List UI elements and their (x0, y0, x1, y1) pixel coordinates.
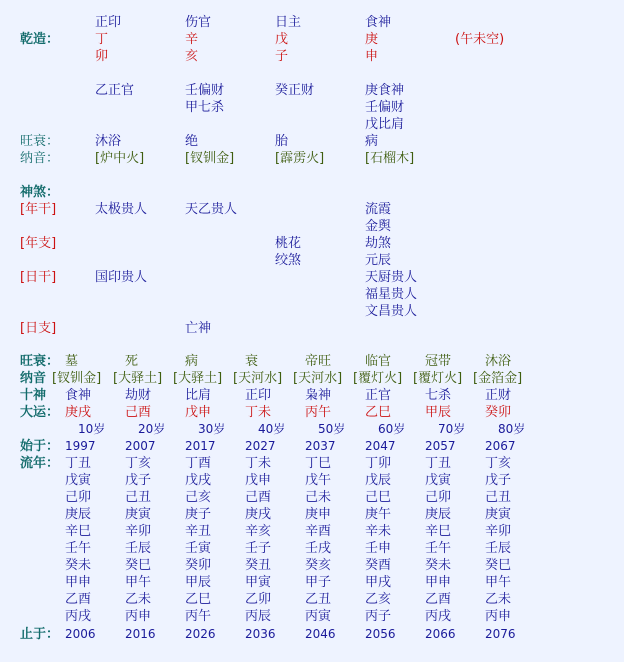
shensha-item: 金舆 (365, 219, 392, 234)
branch-day: 子 (275, 49, 289, 64)
wangshuai-day: 胎 (275, 134, 289, 149)
liunian-cell: 辛卯 (125, 524, 152, 539)
dayun-wangshuai-label: 旺衰： (20, 354, 60, 369)
dayun-nayin-cell: [大驿土] (113, 371, 163, 386)
dayun-nayin-cell: [大驿土] (173, 371, 223, 386)
shensha-row-label-3: [日支] (20, 321, 57, 336)
end-year-cell: 2046 (305, 627, 336, 641)
liunian-cell: 癸卯 (185, 558, 212, 573)
liunian-cell: 癸未 (425, 558, 452, 573)
liunian-label: 流年： (20, 456, 60, 471)
dayun-shishen-cell: 枭神 (305, 388, 332, 403)
liunian-cell: 壬午 (65, 541, 92, 556)
liunian-cell: 辛巳 (425, 524, 452, 539)
liunian-cell: 辛未 (365, 524, 392, 539)
dayun-pillar-cell: 己酉 (125, 405, 152, 420)
end-year-cell: 2066 (425, 627, 456, 641)
shensha-item: 桃花 (275, 236, 302, 251)
shensha-item: 太极贵人 (95, 202, 148, 217)
end-year-cell: 2056 (365, 627, 396, 641)
dayun-wangshuai-cell: 临官 (365, 354, 392, 369)
wangshuai-hour: 病 (365, 134, 379, 149)
liunian-cell: 甲午 (485, 575, 512, 590)
liunian-cell: 壬午 (425, 541, 452, 556)
start-year-cell: 2047 (365, 439, 396, 453)
liunian-cell: 丁卯 (365, 456, 392, 471)
end-year-cell: 2016 (125, 627, 156, 641)
dayun-shishen-cell: 正印 (245, 388, 272, 403)
stem-month: 辛 (185, 32, 199, 47)
dayun-shishen-cell: 劫财 (125, 388, 152, 403)
liunian-cell: 壬辰 (485, 541, 512, 556)
shensha-item: 流霞 (365, 202, 392, 217)
dayun-age-cell: 10岁 (78, 422, 106, 436)
god-day: 日主 (275, 15, 302, 30)
god-hour: 食神 (365, 15, 392, 30)
god-year: 正印 (95, 15, 122, 30)
liunian-cell: 庚午 (365, 507, 392, 522)
liunian-cell: 丁丑 (65, 456, 92, 471)
shensha-item: 天乙贵人 (185, 202, 238, 217)
liunian-cell: 戊辰 (365, 473, 392, 488)
dayun-pillar-cell: 甲辰 (425, 405, 452, 420)
dayun-shishen-cell: 食神 (65, 388, 92, 403)
nayin-day: [霹雳火] (275, 151, 325, 166)
shensha-item: 绞煞 (275, 253, 302, 268)
liunian-cell: 己未 (305, 490, 332, 505)
liunian-cell: 庚寅 (485, 507, 512, 522)
liunian-cell: 戊子 (485, 473, 512, 488)
liunian-cell: 己酉 (245, 490, 272, 505)
start-year-cell: 2007 (125, 439, 156, 453)
liunian-cell: 癸未 (65, 558, 92, 573)
nayin-month: [钗钏金] (185, 151, 235, 166)
dayun-pillar-cell: 庚戌 (65, 405, 92, 420)
hidden-month-2: 甲七杀 (185, 100, 225, 115)
liunian-cell: 戊午 (305, 473, 332, 488)
liunian-cell: 丙戌 (425, 609, 452, 624)
dayun-wangshuai-cell: 病 (185, 354, 199, 369)
hidden-hour-3: 戊比肩 (365, 117, 405, 132)
liunian-cell: 癸巳 (125, 558, 152, 573)
hidden-month-1: 壬偏财 (185, 83, 225, 98)
liunian-cell: 戊寅 (425, 473, 452, 488)
start-year-cell: 1997 (65, 439, 96, 453)
branch-hour: 申 (365, 49, 379, 64)
liunian-cell: 癸丑 (245, 558, 272, 573)
dayun-label: 大运： (20, 405, 60, 420)
start-year-cell: 2037 (305, 439, 336, 453)
dayun-age-cell: 50岁 (318, 422, 346, 436)
dayun-shishen-label: 十神 (20, 388, 47, 403)
liunian-cell: 壬子 (245, 541, 272, 556)
dayun-age-cell: 30岁 (198, 422, 226, 436)
dayun-pillar-cell: 丙午 (305, 405, 332, 420)
liunian-cell: 戊子 (125, 473, 152, 488)
dayun-age-cell: 20岁 (138, 422, 166, 436)
dayun-wangshuai-cell: 帝旺 (305, 354, 332, 369)
branch-year: 卯 (95, 49, 109, 64)
dayun-pillar-cell: 癸卯 (485, 405, 512, 420)
liunian-cell: 乙酉 (65, 592, 92, 607)
end-year-cell: 2026 (185, 627, 216, 641)
wangshuai-label: 旺衰： (20, 134, 60, 149)
liunian-cell: 己丑 (125, 490, 152, 505)
dayun-nayin-cell: [覆灯火] (413, 371, 463, 386)
liunian-cell: 丙寅 (305, 609, 332, 624)
liunian-cell: 乙未 (125, 592, 152, 607)
cutoff-row (0, 652, 624, 662)
liunian-cell: 丁未 (245, 456, 272, 471)
liunian-cell: 辛亥 (245, 524, 272, 539)
shensha-item: 劫煞 (365, 236, 392, 251)
dayun-wangshuai-cell: 死 (125, 354, 139, 369)
liunian-cell: 壬寅 (185, 541, 212, 556)
dayun-wangshuai-cell: 衰 (245, 354, 259, 369)
liunian-cell: 辛巳 (65, 524, 92, 539)
liunian-cell: 甲戌 (365, 575, 392, 590)
end-year-cell: 2076 (485, 627, 516, 641)
hidden-day-1: 癸正财 (275, 83, 315, 98)
dayun-age-cell: 60岁 (378, 422, 406, 436)
dayun-nayin-cell: [天河水] (233, 371, 283, 386)
shensha-label: 神煞： (20, 185, 60, 200)
liunian-cell: 丙戌 (65, 609, 92, 624)
liunian-cell: 甲寅 (245, 575, 272, 590)
shensha-item: 亡神 (185, 321, 212, 336)
liunian-cell: 戊戌 (185, 473, 212, 488)
shensha-item: 国印贵人 (95, 270, 148, 285)
liunian-cell: 己卯 (425, 490, 452, 505)
liunian-cell: 戊申 (245, 473, 272, 488)
dayun-pillar-cell: 丁未 (245, 405, 272, 420)
shensha-row-label-0: [年干] (20, 202, 57, 217)
shensha-item: 福星贵人 (365, 287, 418, 302)
liunian-cell: 庚子 (185, 507, 212, 522)
liunian-cell: 丙子 (365, 609, 392, 624)
liunian-cell: 丁亥 (125, 456, 152, 471)
dayun-nayin-cell: [金箔金] (473, 371, 523, 386)
liunian-cell: 甲申 (425, 575, 452, 590)
dayun-wangshuai-cell: 墓 (65, 354, 79, 369)
stem-hour: 庚 (365, 32, 379, 47)
liunian-cell: 壬戌 (305, 541, 332, 556)
shensha-item: 文昌贵人 (365, 304, 418, 319)
end-year-cell: 2006 (65, 627, 96, 641)
wangshuai-month: 绝 (185, 134, 199, 149)
liunian-cell: 丙午 (185, 609, 212, 624)
start-year-cell: 2067 (485, 439, 516, 453)
shensha-item: 天厨贵人 (365, 270, 418, 285)
liunian-cell: 己卯 (65, 490, 92, 505)
nayin-year: [炉中火] (95, 151, 145, 166)
liunian-cell: 乙丑 (305, 592, 332, 607)
liunian-cell: 己巳 (365, 490, 392, 505)
liunian-cell: 乙亥 (365, 592, 392, 607)
end-year-cell: 2036 (245, 627, 276, 641)
wangshuai-year: 沐浴 (95, 134, 122, 149)
liunian-cell: 乙卯 (245, 592, 272, 607)
liunian-cell: 乙未 (485, 592, 512, 607)
start-years-label: 始于： (20, 439, 60, 454)
stem-year: 丁 (95, 32, 109, 47)
hidden-year-1: 乙正官 (95, 83, 135, 98)
dayun-pillar-cell: 乙巳 (365, 405, 392, 420)
liunian-cell: 丁巳 (305, 456, 332, 471)
liunian-cell: 庚寅 (125, 507, 152, 522)
dayun-age-cell: 40岁 (258, 422, 286, 436)
liunian-cell: 壬辰 (125, 541, 152, 556)
liunian-cell: 戊寅 (65, 473, 92, 488)
liunian-cell: 甲辰 (185, 575, 212, 590)
liunian-cell: 庚辰 (425, 507, 452, 522)
liunian-cell: 甲申 (65, 575, 92, 590)
dayun-pillar-cell: 戊申 (185, 405, 212, 420)
liunian-cell: 己亥 (185, 490, 212, 505)
liunian-cell: 丙申 (485, 609, 512, 624)
nayin-label: 纳音： (20, 151, 60, 166)
end-years-label: 止于： (20, 627, 60, 642)
liunian-cell: 甲午 (125, 575, 152, 590)
liunian-cell: 己丑 (485, 490, 512, 505)
qianzao-label: 乾造： (20, 32, 60, 47)
start-year-cell: 2017 (185, 439, 216, 453)
dayun-age-cell: 80岁 (498, 422, 526, 436)
dayun-shishen-cell: 正财 (485, 388, 512, 403)
liunian-cell: 癸亥 (305, 558, 332, 573)
nayin-hour: [石榴木] (365, 151, 415, 166)
god-month: 伤官 (185, 15, 212, 30)
dayun-shishen-cell: 正官 (365, 388, 392, 403)
shensha-row-label-2: [日干] (20, 270, 57, 285)
void-branches: (午未空) (455, 32, 505, 47)
dayun-shishen-cell: 七杀 (425, 388, 452, 403)
dayun-shishen-cell: 比肩 (185, 388, 212, 403)
liunian-cell: 丁亥 (485, 456, 512, 471)
start-year-cell: 2057 (425, 439, 456, 453)
liunian-cell: 癸巳 (485, 558, 512, 573)
dayun-age-cell: 70岁 (438, 422, 466, 436)
stem-day: 戊 (275, 32, 289, 47)
liunian-cell: 乙酉 (425, 592, 452, 607)
liunian-cell: 癸酉 (365, 558, 392, 573)
dayun-nayin-cell: [天河水] (293, 371, 343, 386)
liunian-cell: 壬申 (365, 541, 392, 556)
liunian-cell: 丁丑 (425, 456, 452, 471)
liunian-cell: 庚戌 (245, 507, 272, 522)
dayun-nayin-cell: [钗钏金] (52, 371, 102, 386)
liunian-cell: 辛卯 (485, 524, 512, 539)
liunian-cell: 乙巳 (185, 592, 212, 607)
hidden-hour-1: 庚食神 (365, 83, 405, 98)
dayun-wangshuai-cell: 沐浴 (485, 354, 512, 369)
dayun-nayin-cell: [覆灯火] (353, 371, 403, 386)
shensha-item: 元辰 (365, 253, 392, 268)
dayun-nayin-label: 纳音 (20, 371, 47, 386)
start-year-cell: 2027 (245, 439, 276, 453)
liunian-cell: 辛丑 (185, 524, 212, 539)
liunian-cell: 丙辰 (245, 609, 272, 624)
liunian-cell: 丙申 (125, 609, 152, 624)
liunian-cell: 庚辰 (65, 507, 92, 522)
shensha-row-label-1: [年支] (20, 236, 57, 251)
liunian-cell: 甲子 (305, 575, 332, 590)
liunian-cell: 辛酉 (305, 524, 332, 539)
hidden-hour-2: 壬偏财 (365, 100, 405, 115)
branch-month: 亥 (185, 49, 199, 64)
dayun-wangshuai-cell: 冠带 (425, 354, 452, 369)
liunian-cell: 丁酉 (185, 456, 212, 471)
liunian-cell: 庚申 (305, 507, 332, 522)
